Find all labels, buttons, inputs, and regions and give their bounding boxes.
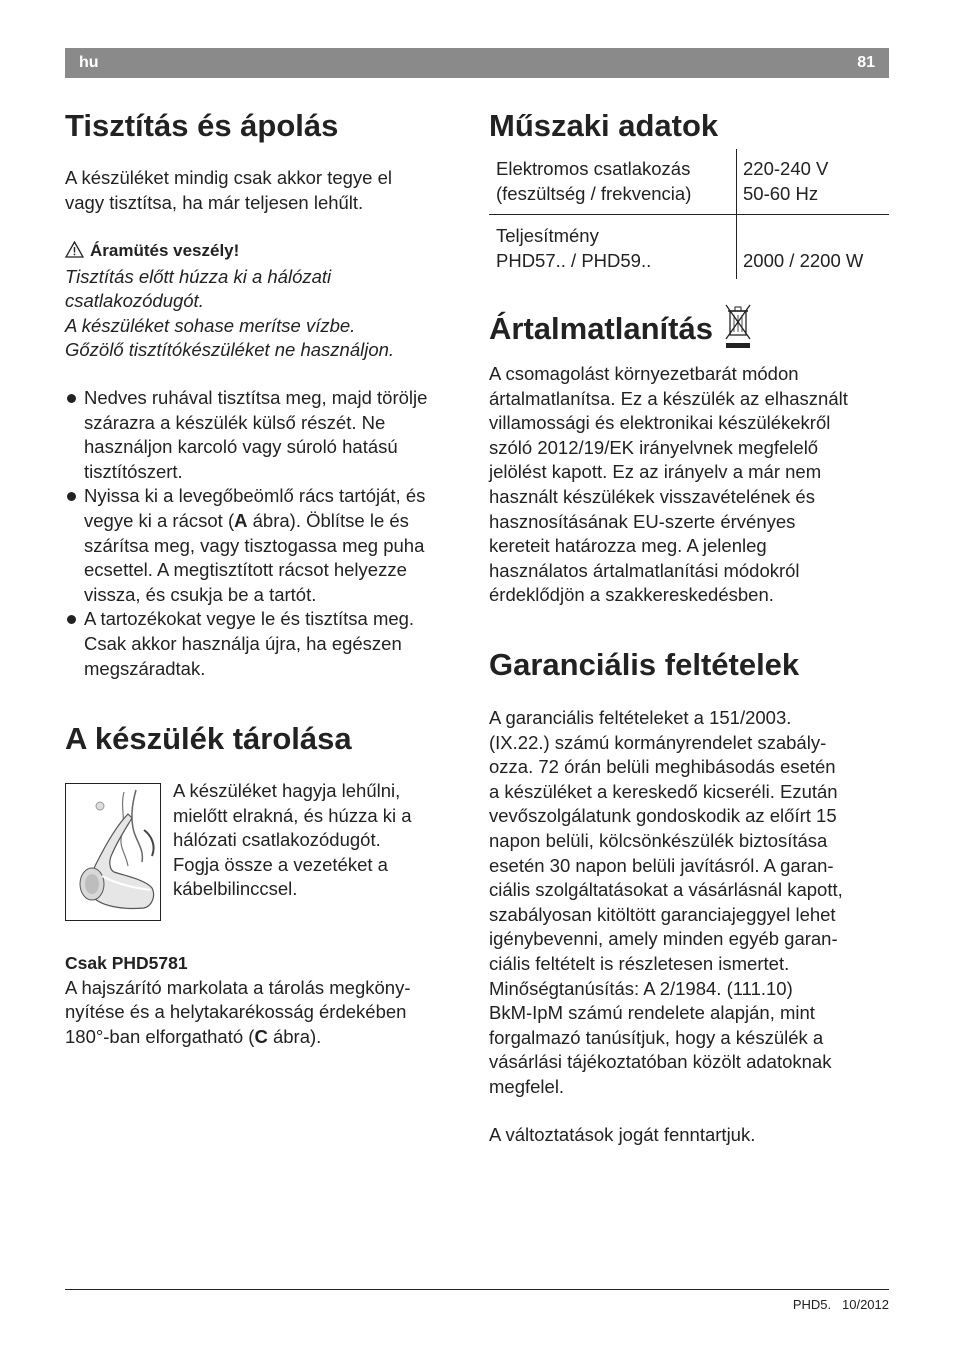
warning-block: Áramütés veszély! Tisztítás előtt húzza ki a hálózati csatlakozódugót. A készüléket sohase merítse vízbe. Gőzölő tisztítókészüléket ne használjon.: [65, 241, 395, 361]
table-row: [489, 149, 889, 215]
table-cell-value: 220-240 V 50-60 Hz: [737, 149, 890, 215]
language-code: hu: [79, 54, 99, 71]
list-item: Nedves ruhával tisztítsa meg, majd törölje szárazra a készülék külső részét. Ne használjon karcoló vagy súroló hatású tisztítószert.: [65, 386, 470, 484]
table-cell-value: 2000 / 2200 W: [737, 215, 890, 280]
warranty-text: A garanciális feltételeket a 151/2003. (IX.22.) számú kormányrendelet szabály- ozza. 72 órán belüli meghibásodás esetén a készüléket a kereskedő kicseréli. Ezután vevőszolgálatunk gondoskodik az előírt 15 napon belüli, kölcsönkészülék biztosítása esetén 30 napon belüli javításról. A garan- ciális szolgáltatásokat a vásárlásnál kapott, szabályosan kitöltött garanciajeggyel lehet igénybevenni, amely minden egyéb garan- ciális feltételt is részletesen ismertet. Minőségtanúsítás: A 2/1984. (111.10) BkM-IpM számú rendelete alapján, mint forgalmazó tanúsítjuk, hogy a készülék a vásárlási tájékoztatóban közölt adatoknak megfelel.: [489, 707, 843, 1097]
warranty-title: Garanciális feltételek: [489, 647, 800, 682]
table-cell-label: Teljesítmény PHD57.. / PHD59..: [496, 225, 652, 271]
tech-table: [489, 149, 889, 279]
edition-date: 10/2012: [842, 1297, 889, 1312]
disposal-text: A csomagolást környezetbarát módon ártalmatlanítsa. Ez a készülék az elhasznált villamossági és elektronikai készülékekről szóló 2012/19/EK irányelvnek megfelelő jelölést kapott. Ez az irányelv a már nem használt készülékek visszavételének és hasznosításának EU-szerte érvényes kereteit határozza meg. A jelenleg használatos ártalmatlanítási módokról érdeklődjön a szakkereskedésben.: [489, 363, 848, 606]
storage-title: A készülék tárolása: [65, 721, 352, 756]
page-number: 81: [857, 54, 875, 71]
warranty-closing: A változtatások jogát fenntartjuk.: [489, 1124, 756, 1145]
table-row: [489, 215, 889, 280]
hair-dryer-storage-image: [65, 783, 161, 921]
cleaning-title: Tisztítás és ápolás: [65, 108, 339, 143]
cleaning-steps-list: [65, 386, 470, 681]
disposal-title: Ártalmatlanítás: [489, 303, 752, 357]
model-code: PHD5.: [792, 1297, 832, 1312]
warning-title: Áramütés veszély!: [90, 241, 240, 260]
storage-text: A készüléket hagyja lehűlni, mielőtt elrakná, és húzza ki a hálózati csatlakozódugót. Fogja össze a vezetéket a kábelbilinccsel.: [173, 780, 412, 900]
phd5781-note: Csak PHD5781 A hajszárító markolata a tárolás megköny- nyítése és a helytakarékosság érdekében 180°-ban elforgatható (C ábra).: [65, 953, 411, 1047]
phd5781-subheading: Csak PHD5781: [65, 953, 188, 973]
crossed-bin-icon: [724, 303, 752, 357]
page-header-bar: [65, 48, 889, 78]
tech-title: Műszaki adatok: [489, 108, 719, 143]
list-item: A tartozékokat vegye le és tisztítsa meg. Csak akkor használja újra, ha egészen megszáradtak.: [65, 607, 470, 681]
footer-info: [793, 1297, 889, 1312]
footer-divider: [65, 1289, 889, 1290]
cleaning-intro: A készüléket mindig csak akkor tegye el vagy tisztítsa, ha már teljesen lehűlt.: [65, 167, 392, 213]
list-item: Nyissa ki a levegőbeömlő rács tartóját, és vegye ki a rácsot (A ábra). Öblítse le és szárítsa meg, vagy tisztogassa meg puha ecsettel. A megtisztított rácsot helyezze vissza, és csukja be a tartót.: [65, 484, 470, 607]
warning-triangle-icon: [65, 240, 84, 265]
table-cell-label: Elektromos csatlakozás (feszültség / frekvencia): [489, 149, 737, 215]
